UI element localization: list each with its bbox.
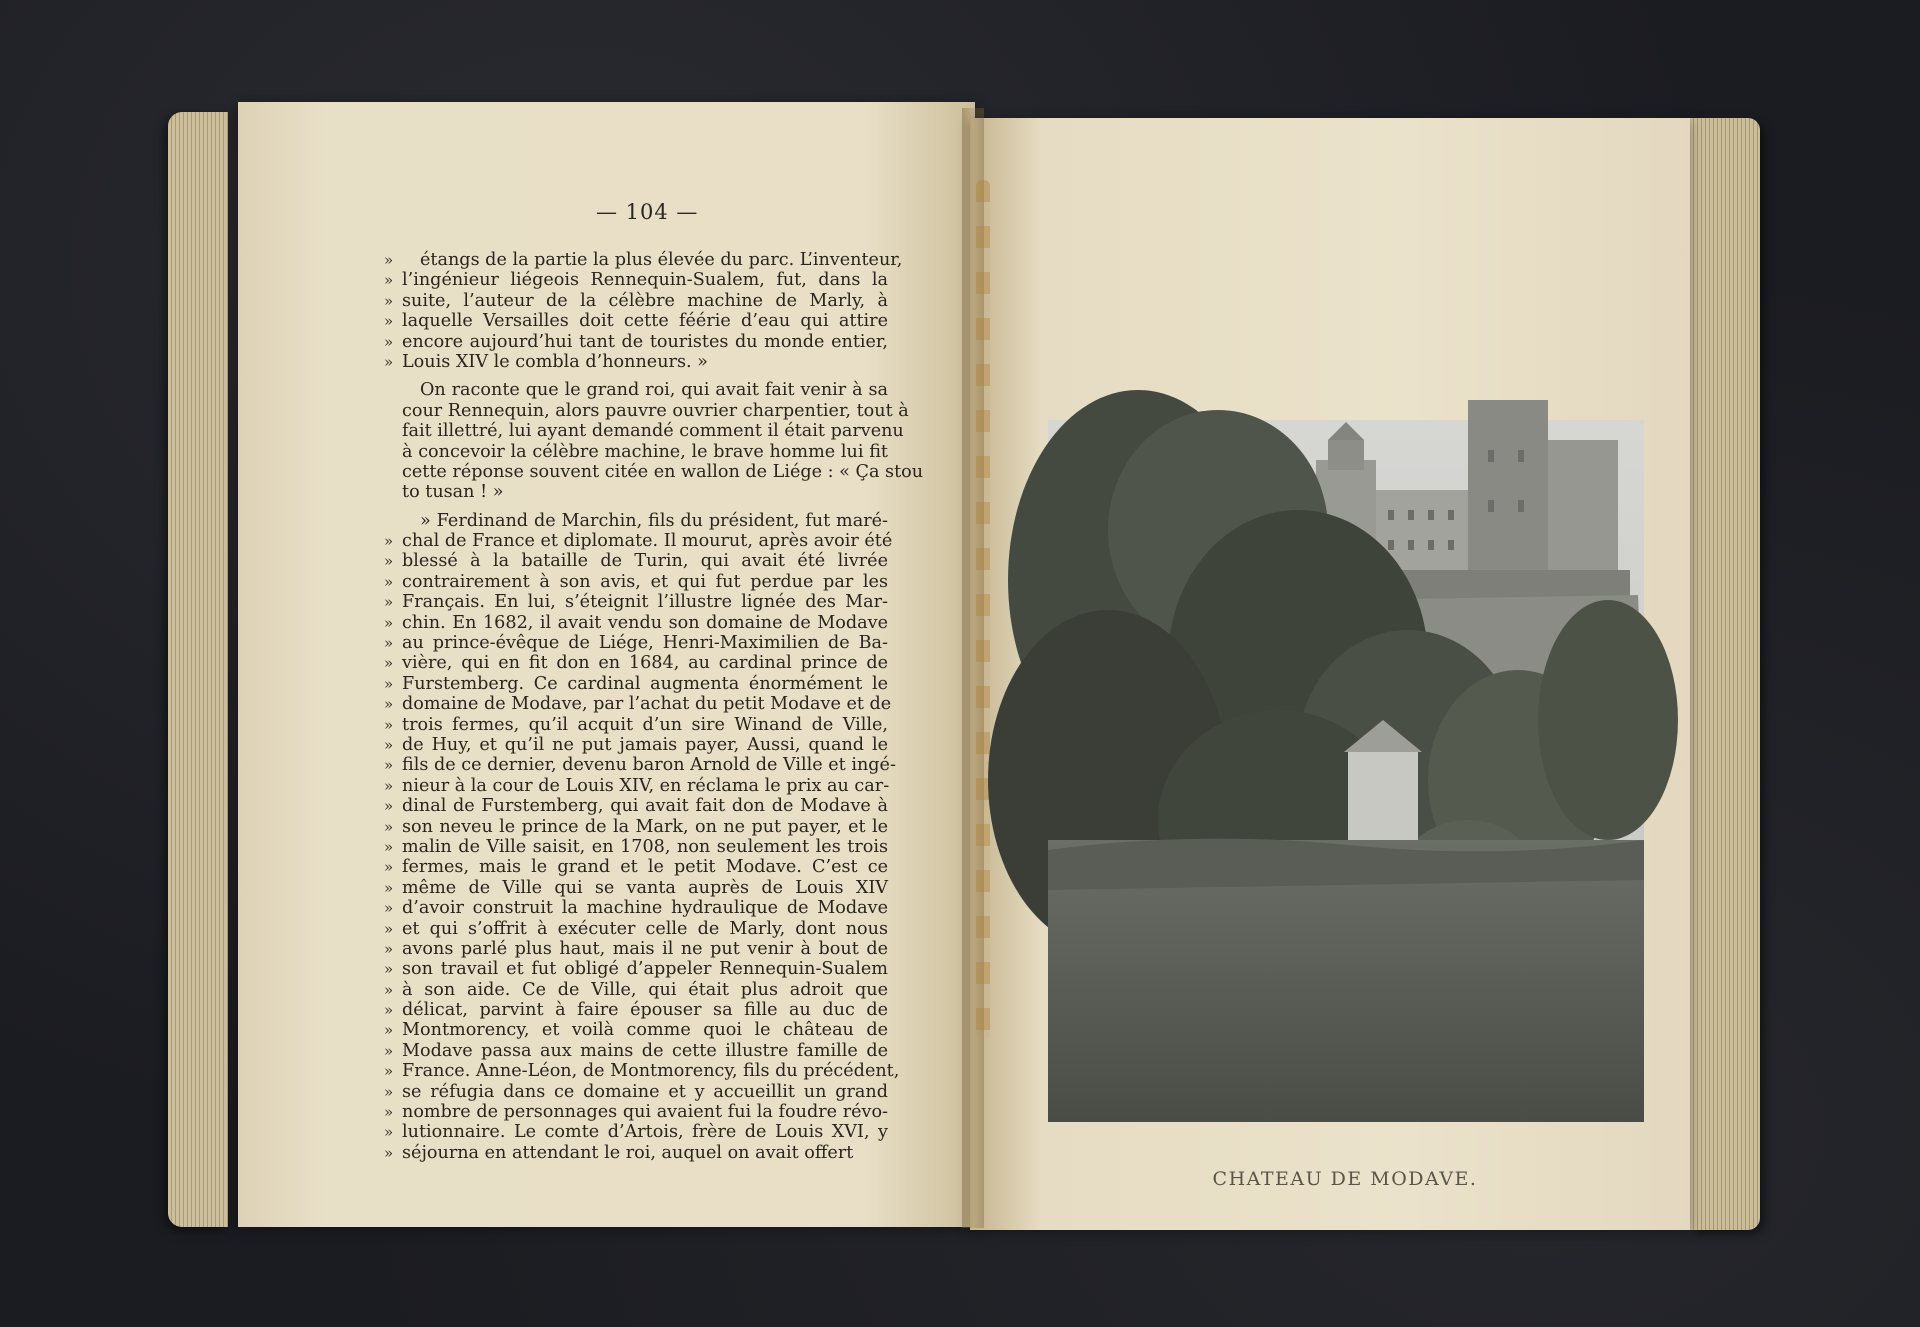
text-line-content: cette réponse souvent citée en wallon de Liége : « Ça stou xyxy=(402,461,924,482)
text-line-content: se réfugia dans ce domaine et y accueillit un grand xyxy=(402,1081,888,1102)
text-line-content: lutionnaire. Le comte d’Artois, frère de Louis XVI, y xyxy=(402,1122,888,1143)
guillemet-marker: » xyxy=(384,1082,394,1101)
text-line xyxy=(402,461,924,482)
text-line-content: avons parlé plus haut, mais il ne put venir à bout de xyxy=(402,938,888,959)
guillemet-marker: » xyxy=(384,1103,394,1122)
text-line xyxy=(384,1122,888,1143)
text-line xyxy=(384,673,888,694)
guillemet-marker: » xyxy=(384,817,394,836)
text-line xyxy=(384,857,888,878)
text-line xyxy=(384,694,892,715)
text-line xyxy=(402,400,909,421)
guillemet-marker: » xyxy=(384,613,394,632)
guillemet-marker: » xyxy=(384,1001,394,1020)
text-line xyxy=(384,592,888,613)
text-line xyxy=(384,1061,900,1082)
text-line-content: fermes, mais le grand et le petit Modave. C’est ce xyxy=(402,857,888,878)
text-line-content: au prince-évêque de Liége, Henri-Maximilien de Ba- xyxy=(402,633,888,654)
text-line-content: Louis XIV le combla d’honneurs. » xyxy=(402,351,708,372)
text-line xyxy=(384,290,888,311)
text-line xyxy=(384,979,888,1000)
guillemet-marker: » xyxy=(384,735,394,754)
page-number: — 104 — xyxy=(596,200,699,224)
guillemet-marker: » xyxy=(384,291,394,310)
text-line xyxy=(384,816,888,837)
text-line-content: à son aide. Ce de Ville, qui était plus adroit que xyxy=(402,979,888,1000)
text-line-content: Français. En lui, s’éteignit l’illustre lignée des Mar- xyxy=(402,592,888,613)
text-line-content: chin. En 1682, il avait vendu son domaine de Modave xyxy=(402,612,888,633)
text-line-content: On raconte que le grand roi, qui avait fait venir à sa xyxy=(420,380,888,401)
guillemet-marker: » xyxy=(384,858,394,877)
text-line xyxy=(384,1040,888,1061)
guillemet-marker: » xyxy=(384,593,394,612)
text-line xyxy=(402,380,888,400)
text-line xyxy=(384,836,888,857)
guillemet-marker: » xyxy=(384,572,394,591)
left-page-edges xyxy=(168,112,228,1227)
text-line xyxy=(384,633,888,654)
text-line-content: son travail et fut obligé d’appeler Rennequin-Sualem xyxy=(402,959,888,980)
text-line xyxy=(384,351,888,372)
text-line xyxy=(384,938,888,959)
guillemet-marker: » xyxy=(384,634,394,653)
text-line xyxy=(384,270,888,291)
text-line-content: fait illettré, lui ayant demandé comment il était parvenu xyxy=(402,421,904,442)
guillemet-marker: » xyxy=(384,837,394,856)
guillemet-marker: » xyxy=(384,878,394,897)
text-line-content: séjourna en attendant le roi, auquel on avait offert xyxy=(402,1142,854,1163)
text-line xyxy=(384,551,888,572)
text-line xyxy=(384,734,888,755)
text-line-content: de Huy, et qu’il ne put jamais payer, Aussi, quand le xyxy=(402,734,888,755)
text-line-content: étangs de la partie la plus élevée du parc. L’inventeur, xyxy=(420,250,903,270)
text-line-content: dinal de Furstemberg, qui avait fait don de Modave à xyxy=(402,796,888,817)
text-line-content: suite, l’auteur de la célèbre machine de Marly, à xyxy=(402,290,888,311)
guillemet-marker: » xyxy=(384,1123,394,1142)
text-line-content: Furstemberg. Ce cardinal augmenta énormément le xyxy=(402,673,888,694)
text-line-content: laquelle Versailles doit cette féérie d’eau qui attire xyxy=(402,311,888,332)
text-line xyxy=(384,1020,888,1041)
text-line-content: nombre de personnages qui avaient fui la foudre révo- xyxy=(402,1102,888,1123)
text-line xyxy=(384,755,896,776)
text-line-content: vière, qui en fit don en 1684, au cardinal prince de xyxy=(402,653,888,674)
guillemet-marker: » xyxy=(384,899,394,918)
text-line-content: et qui s’offrit à exécuter celle de Marly, dont nous xyxy=(402,918,888,939)
guillemet-marker: » xyxy=(384,776,394,795)
guillemet-marker: » xyxy=(384,960,394,979)
text-line xyxy=(384,653,888,674)
text-line-content: encore aujourd’hui tant de touristes du monde entier, xyxy=(402,331,888,352)
text-line xyxy=(384,331,888,352)
text-line xyxy=(384,918,888,939)
text-line-content: Modave passa aux mains de cette illustre famille de xyxy=(402,1040,888,1061)
text-line-content: trois fermes, qu’il acquit d’un sire Winand de Ville, xyxy=(402,714,888,735)
guillemet-marker: » xyxy=(384,552,394,571)
text-line xyxy=(384,311,888,332)
guillemet-marker: » xyxy=(384,271,394,290)
text-line xyxy=(384,1142,888,1163)
right-page-edges xyxy=(1690,118,1760,1230)
text-line xyxy=(402,442,888,462)
text-line-content: l’ingénieur liégeois Rennequin-Sualem, fut, dans la xyxy=(402,270,888,291)
guillemet-marker: » xyxy=(384,1062,394,1081)
text-line-content: contrairement à son avis, et qui fut perdue par les xyxy=(402,571,888,592)
guillemet-marker: » xyxy=(384,654,394,673)
paragraph-gap xyxy=(402,372,888,380)
text-line xyxy=(384,531,893,552)
guillemet-marker: » xyxy=(384,980,394,999)
text-line-content: malin de Ville saisit, en 1708, non seulement les trois xyxy=(402,836,888,857)
text-line-content: » Ferdinand de Marchin, fils du président, fut maré- xyxy=(420,510,888,531)
guillemet-marker: » xyxy=(384,352,394,371)
guillemet-marker: » xyxy=(384,332,394,351)
text-line xyxy=(384,250,903,270)
guillemet-marker: » xyxy=(384,1041,394,1060)
text-line-content: fils de ce dernier, devenu baron Arnold de Ville et ingé- xyxy=(402,755,896,776)
text-line-content: d’avoir construit la machine hydraulique de Modave xyxy=(402,898,888,919)
text-line xyxy=(384,1081,888,1102)
guillemet-marker: » xyxy=(384,1143,394,1162)
text-line xyxy=(384,775,890,796)
gutter-foxing-stains xyxy=(976,180,990,1040)
text-line-content: son neveu le prince de la Mark, on ne put payer, et le xyxy=(402,816,888,837)
guillemet-marker: » xyxy=(384,674,394,693)
text-line xyxy=(384,571,888,592)
guillemet-marker: » xyxy=(384,251,394,269)
text-line xyxy=(384,612,888,633)
text-line xyxy=(384,714,888,735)
guillemet-marker: » xyxy=(384,532,394,551)
photo-plate xyxy=(1048,420,1644,1122)
text-line xyxy=(384,877,888,898)
text-line xyxy=(384,1000,888,1021)
guillemet-marker: » xyxy=(384,919,394,938)
plate-caption: CHATEAU DE MODAVE. xyxy=(1212,1168,1478,1190)
guillemet-marker: » xyxy=(384,756,394,775)
text-line xyxy=(402,421,904,442)
text-line-content: à concevoir la célèbre machine, le brave homme lui fit xyxy=(402,441,888,462)
text-line xyxy=(402,511,888,531)
text-line xyxy=(384,1102,888,1123)
text-line xyxy=(384,796,888,817)
text-line xyxy=(384,898,888,919)
chateau-photograph xyxy=(1048,420,1644,1122)
text-line xyxy=(402,482,888,502)
text-line-content: blessé à la bataille de Turin, qui avait été livrée xyxy=(402,551,888,572)
text-line-content: Montmorency, et voilà comme quoi le château de xyxy=(402,1020,888,1041)
guillemet-marker: » xyxy=(384,1021,394,1040)
text-line-content: nieur à la cour de Louis XIV, en réclama le prix au car- xyxy=(402,775,890,796)
guillemet-marker: » xyxy=(384,312,394,331)
body-text xyxy=(384,250,924,1163)
text-line-content: chal de France et diplomate. Il mourut, après avoir été xyxy=(402,531,893,552)
guillemet-marker: » xyxy=(384,695,394,714)
text-line-content: cour Rennequin, alors pauvre ouvrier charpentier, tout à xyxy=(402,400,909,421)
text-line-content: délicat, parvint à faire épouser sa fille au duc de xyxy=(402,1000,888,1021)
text-line-content: même de Ville qui se vanta auprès de Louis XIV xyxy=(402,877,888,898)
text-line-content: to tusan ! » xyxy=(402,482,504,503)
text-line-content: France. Anne-Léon, de Montmorency, fils du précédent, xyxy=(402,1061,900,1082)
guillemet-marker: » xyxy=(384,939,394,958)
text-line-content: domaine de Modave, par l’achat du petit Modave et de xyxy=(402,694,892,715)
paragraph-gap xyxy=(402,503,888,511)
text-line xyxy=(384,959,888,980)
guillemet-marker: » xyxy=(384,715,394,734)
guillemet-marker: » xyxy=(384,797,394,816)
